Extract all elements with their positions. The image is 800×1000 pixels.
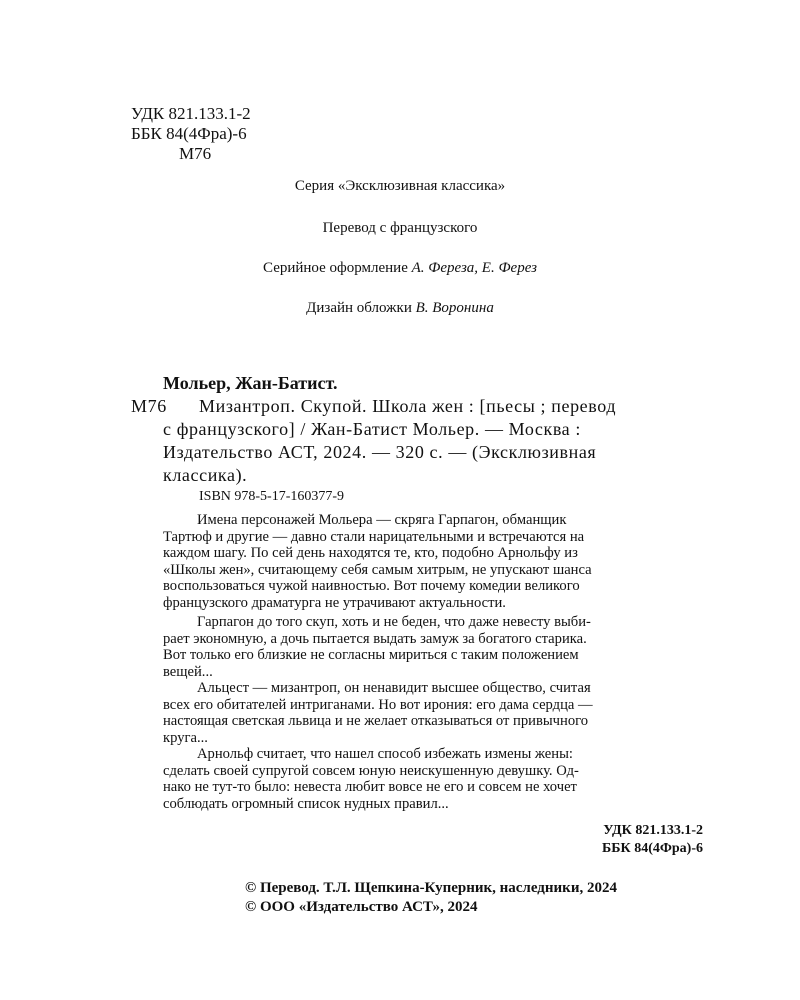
annotation-line: сделать своей супругой совсем юную неискушенную девушку. Од-	[163, 762, 579, 779]
annotation-school	[163, 746, 703, 812]
annotation-line: рает экономную, а дочь пытается выдать замуж за богатого старика.	[163, 630, 587, 647]
udk-code: УДК 821.133.1-2	[131, 104, 251, 123]
author-mark: М76	[179, 144, 212, 163]
serial-design-label: Серийное оформление	[263, 260, 408, 276]
annotation-line: вещей...	[163, 663, 213, 680]
annotation-line: Альцест — мизантроп, он ненавидит высшее общество, считая	[197, 680, 591, 696]
translation-line: Перевод с французского	[322, 220, 478, 236]
annotation-intro	[163, 512, 703, 611]
annotation-line: соблюдать огромный список нудных правил...	[163, 795, 449, 812]
cover-design-line	[0, 300, 800, 317]
cover-design-name: В. Воронина	[415, 300, 494, 316]
serial-design-line	[0, 260, 800, 277]
annotation-line: всех его обитателей интриганами. Но вот ирония: его дама сердца —	[163, 696, 593, 713]
annotation-line: Вот только его близкие не согласны мириться с таким положением	[163, 647, 579, 663]
annotation-line: Арнольф считает, что нашел способ избежать измены жены:	[197, 746, 573, 762]
annotation-misanthrope	[163, 680, 703, 746]
annotation-line: нако не тут-то было: невеста любит вовсе не его и совсем не хочет	[163, 779, 577, 795]
bbk-code: ББК 84(4Фра)-6	[131, 124, 247, 143]
annotation-line: Гарпагон до того скуп, хоть и не беден, что даже невесту выби-	[197, 614, 591, 630]
copyright-translation: © Перевод. Т.Л. Щепкина-Куперник, наследники, 2024	[245, 880, 617, 896]
catalog-mark: М76	[131, 396, 167, 416]
annotation-line: французского драматурга не утрачивают актуальности.	[163, 594, 506, 611]
annotation-miser	[163, 614, 703, 680]
series-line: Серия «Эксклюзивная классика»	[294, 178, 506, 194]
annotation-line: Имена персонажей Мольера — скряга Гарпагон, обманщик	[197, 512, 567, 528]
annotation-line: «Школы жен», считающему себя самым хитрым, не упускают шанса	[163, 561, 592, 578]
bbk-code-bottom: ББК 84(4Фра)-6	[602, 841, 703, 856]
isbn: ISBN 978-5-17-160377-9	[199, 489, 345, 504]
catalog-line-4: классика).	[163, 465, 248, 485]
cover-design-label: Дизайн обложки	[306, 300, 412, 316]
catalog-line-2: с французского] / Жан-Батист Мольер. — Москва :	[163, 419, 581, 439]
annotation-line: каждом шагу. По сей день находятся те, кто, подобно Арнольфу из	[163, 545, 578, 561]
annotation-line: круга...	[163, 729, 208, 746]
catalog-line-3: Издательство АСТ, 2024. — 320 с. — (Эксклюзивная	[163, 442, 597, 462]
annotation-line: настоящая светская львица и не желает отказываться от привычного	[163, 713, 589, 729]
catalog-author: Мольер, Жан-Батист.	[163, 373, 338, 393]
annotation-line: воспользоваться чужой наивностью. Вот почему комедии великого	[163, 578, 580, 594]
annotation-line: Тартюф и другие — давно стали нарицательными и встречаются на	[163, 528, 585, 545]
catalog-line-1: Мизантроп. Скупой. Школа жен : [пьесы ; перевод	[199, 396, 617, 416]
serial-design-names: А. Фереза, Е. Ферез	[411, 260, 537, 276]
udk-code-bottom: УДК 821.133.1-2	[603, 823, 703, 838]
copyright-publisher: © ООО «Издательство АСТ», 2024	[245, 899, 478, 915]
